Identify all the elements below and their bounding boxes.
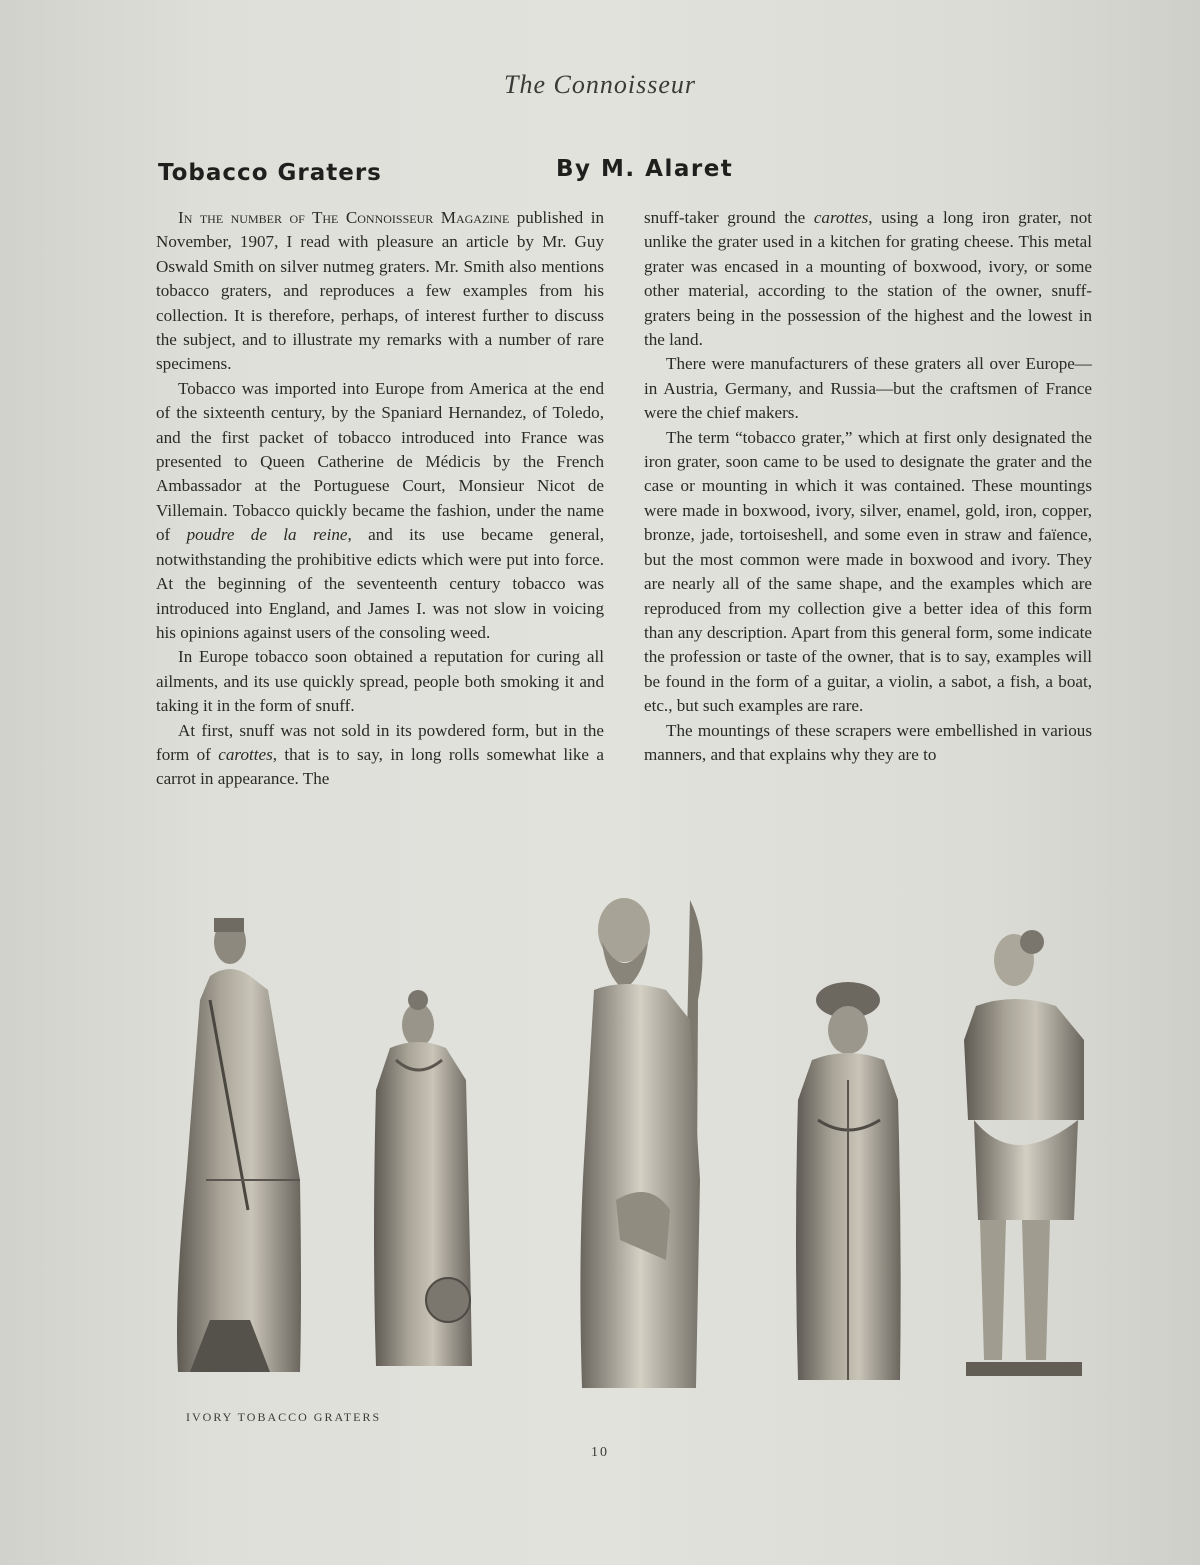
paragraph [156, 719, 604, 792]
figure-illustration [150, 880, 1110, 1400]
paragraph: The term “tobacco grater,” which at first only designated the iron grater, soon came to be used to designate the grater and the case or mounting in which it was contained. These mountings were made in boxwood, ivory, silver, enamel, gold, iron, copper, bronze, jade, tortoiseshell, and some even in straw and faïence, but the most common were made in boxwood and ivory. They are nearly all of the same shape, and the examples which are reproduced from my collection give a better idea of this form than any description. Apart from this general form, some indicate the profession or taste of the owner, that is to say, examples will be found in the form of a guitar, a violin, a sabot, a fish, a boat, etc., but such examples are rare. [644, 427, 1092, 716]
paragraph-text: , that is to say, in long rolls somewhat like a carrot in appearance. The [156, 744, 604, 789]
paragraph [156, 377, 604, 645]
paragraph: There were manufacturers of these graters all over Europe—in Austria, Germany, and Russia—but the craftsmen of France were the chief makers. [644, 354, 1092, 423]
caped-man-figure-grater-icon [964, 930, 1084, 1376]
paragraph-text: , and its use became general, notwithstanding the prohibitive edicts which were put into force. At the beginning of the seventeenth century tobacco was introduced into England, and James I. was not slow in voicing his opinions against users of the consoling weed. [156, 525, 604, 642]
paragraph: The mountings of these scrapers were embellished in various manners, and that explains why they are to [644, 720, 1092, 764]
paragraph-text: published in November, 1907, I read with pleasure an article by Mr. Guy Oswald Smith on silver nutmeg graters. Mr. Smith also mentions tobacco graters, and reproduces a few examples from his collection. It is therefore, perhaps, of interest further to discuss the subject, and to illustrate my remarks with a number of rare specimens. [156, 208, 604, 374]
bearded-nude-figure-grater-icon [580, 898, 702, 1388]
figure-caption: IVORY TOBACCO GRATERS [186, 1410, 382, 1424]
italic-term: carottes [813, 208, 869, 227]
paragraph-text: , using a long iron grater, not unlike the grater used in a kitchen for grating cheese. This metal grater was encased in a mounting of boxwood, ivory, or some other material, according to the station of the owner, snuff-graters being in the possession of the highest and the lowest in the land. [644, 208, 1092, 350]
article-title: Tobacco Graters [158, 160, 382, 186]
article-byline: By M. Alaret [556, 156, 734, 182]
paragraph [156, 206, 604, 377]
paragraph: In Europe tobacco soon obtained a reputation for curing all ailments, and its use quickly spread, people both smoking it and taking it in the form of snuff. [156, 647, 604, 716]
paragraph-text: At first, snuff was not sold in its powdered form, but in the form of [156, 720, 604, 764]
lady-figure-grater-icon [374, 990, 472, 1366]
paragraph [644, 206, 1092, 352]
column-right [644, 206, 1092, 767]
running-head: The Connoisseur [504, 70, 696, 99]
turbaned-man-figure-grater-icon [796, 982, 901, 1380]
paragraph-text: snuff-taker ground the [644, 208, 814, 227]
italic-term: poudre de la reine [186, 525, 348, 545]
page-number: 10 [591, 1445, 609, 1460]
hermes-figure-grater-icon [177, 918, 301, 1372]
lead-in-small-caps: In the number of The Connoisseur Magazine [178, 208, 510, 227]
column-left [156, 206, 604, 792]
paragraph-text: Tobacco was imported into Europe from America at the end of the sixteenth century, by the Spaniard Hernandez, of Toledo, and the first packet of tobacco introduced into France was presented to Queen Catherine de Médicis by the French Ambassador at the Portuguese Court, Monsieur Nicot de Villemain. Tobacco quickly became the fashion, under the name of [156, 378, 604, 545]
italic-term: carottes [218, 744, 273, 764]
